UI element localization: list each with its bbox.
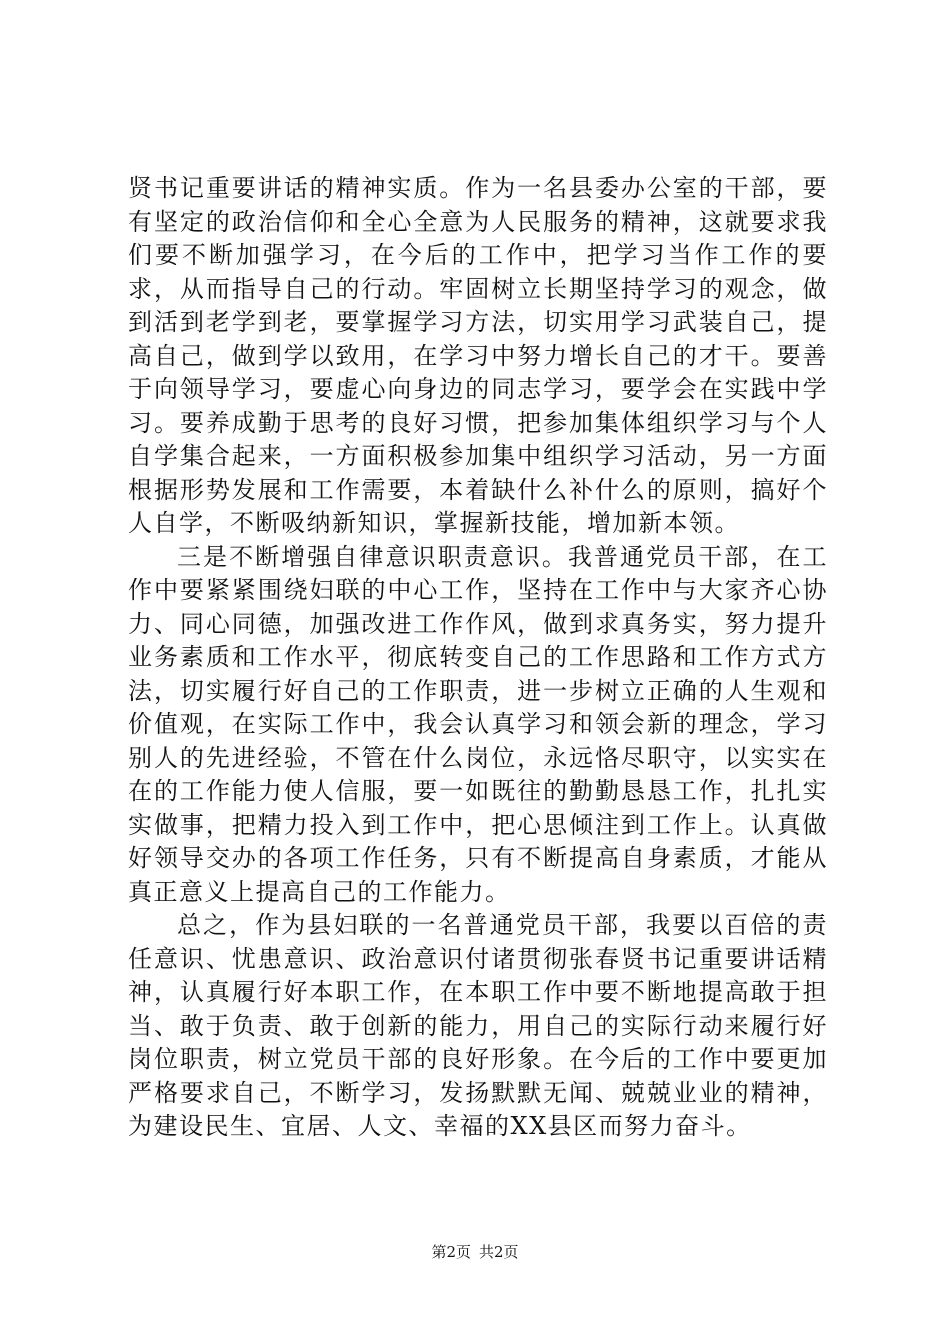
document-body (128, 172, 828, 1144)
page-footer (0, 1242, 950, 1262)
page-number-total: 共2页 (479, 1243, 519, 1261)
paragraph-2: 三是不断增强自律意识职责意识。我普通党员干部，在工作中要紧紧围绕妇联的中心工作，坚持在工作中与大家齐心协力、同心同德，加强改进工作作风，做到求真务实，努力提升业务素质和工作水平，彻底转变自己的工作思路和工作方式方法，切实履行好自己的工作职责，进一步树立正确的人生观和价值观，在实际工作中，我会认真学习和领会新的理念，学习别人的先进经验，不管在什么岗位，永远恪尽职守，以实实在在的工作能力使人信服，要一如既往的勤勤恳恳工作，扎扎实实做事，把精力投入到工作中，把心思倾注到工作上。认真做好领导交办的各项工作任务，只有不断提高自身素质，才能从真正意义上提高自己的工作能力。 (128, 542, 828, 906)
page-number-current: 第2页 (431, 1243, 471, 1261)
paragraph-3: 总之，作为县妇联的一名普通党员干部，我要以百倍的责任意识、忧患意识、政治意识付诸贯彻张春贤书记重要讲话精神，认真履行好本职工作，在本职工作中要不断地提高敢于担当、敢于负责、敢于创新的能力，用自己的实际行动来履行好岗位职责，树立党员干部的良好形象。在今后的工作中要更加严格要求自己，不断学习，发扬默默无闻、兢兢业业的精神，为建设民生、宜居、人文、幸福的XX县区而努力奋斗。 (128, 911, 828, 1140)
paragraph-1: 贤书记重要讲话的精神实质。作为一名县委办公室的干部，要有坚定的政治信仰和全心全意为人民服务的精神，这就要求我们要不断加强学习，在今后的工作中，把学习当作工作的要求，从而指导自己的行动。牢固树立长期坚持学习的观念，做到活到老学到老，要掌握学习方法，切实用学习武装自己，提高自己，做到学以致用，在学习中努力增长自己的才干。要善于向领导学习，要虚心向身边的同志学习，要学会在实践中学习。要养成勤于思考的良好习惯，把参加集体组织学习与个人自学集合起来，一方面积极参加集中组织学习活动，另一方面根据形势发展和工作需要，本着缺什么补什么的原则，搞好个人自学，不断吸纳新知识，掌握新技能，增加新本领。 (128, 174, 828, 537)
